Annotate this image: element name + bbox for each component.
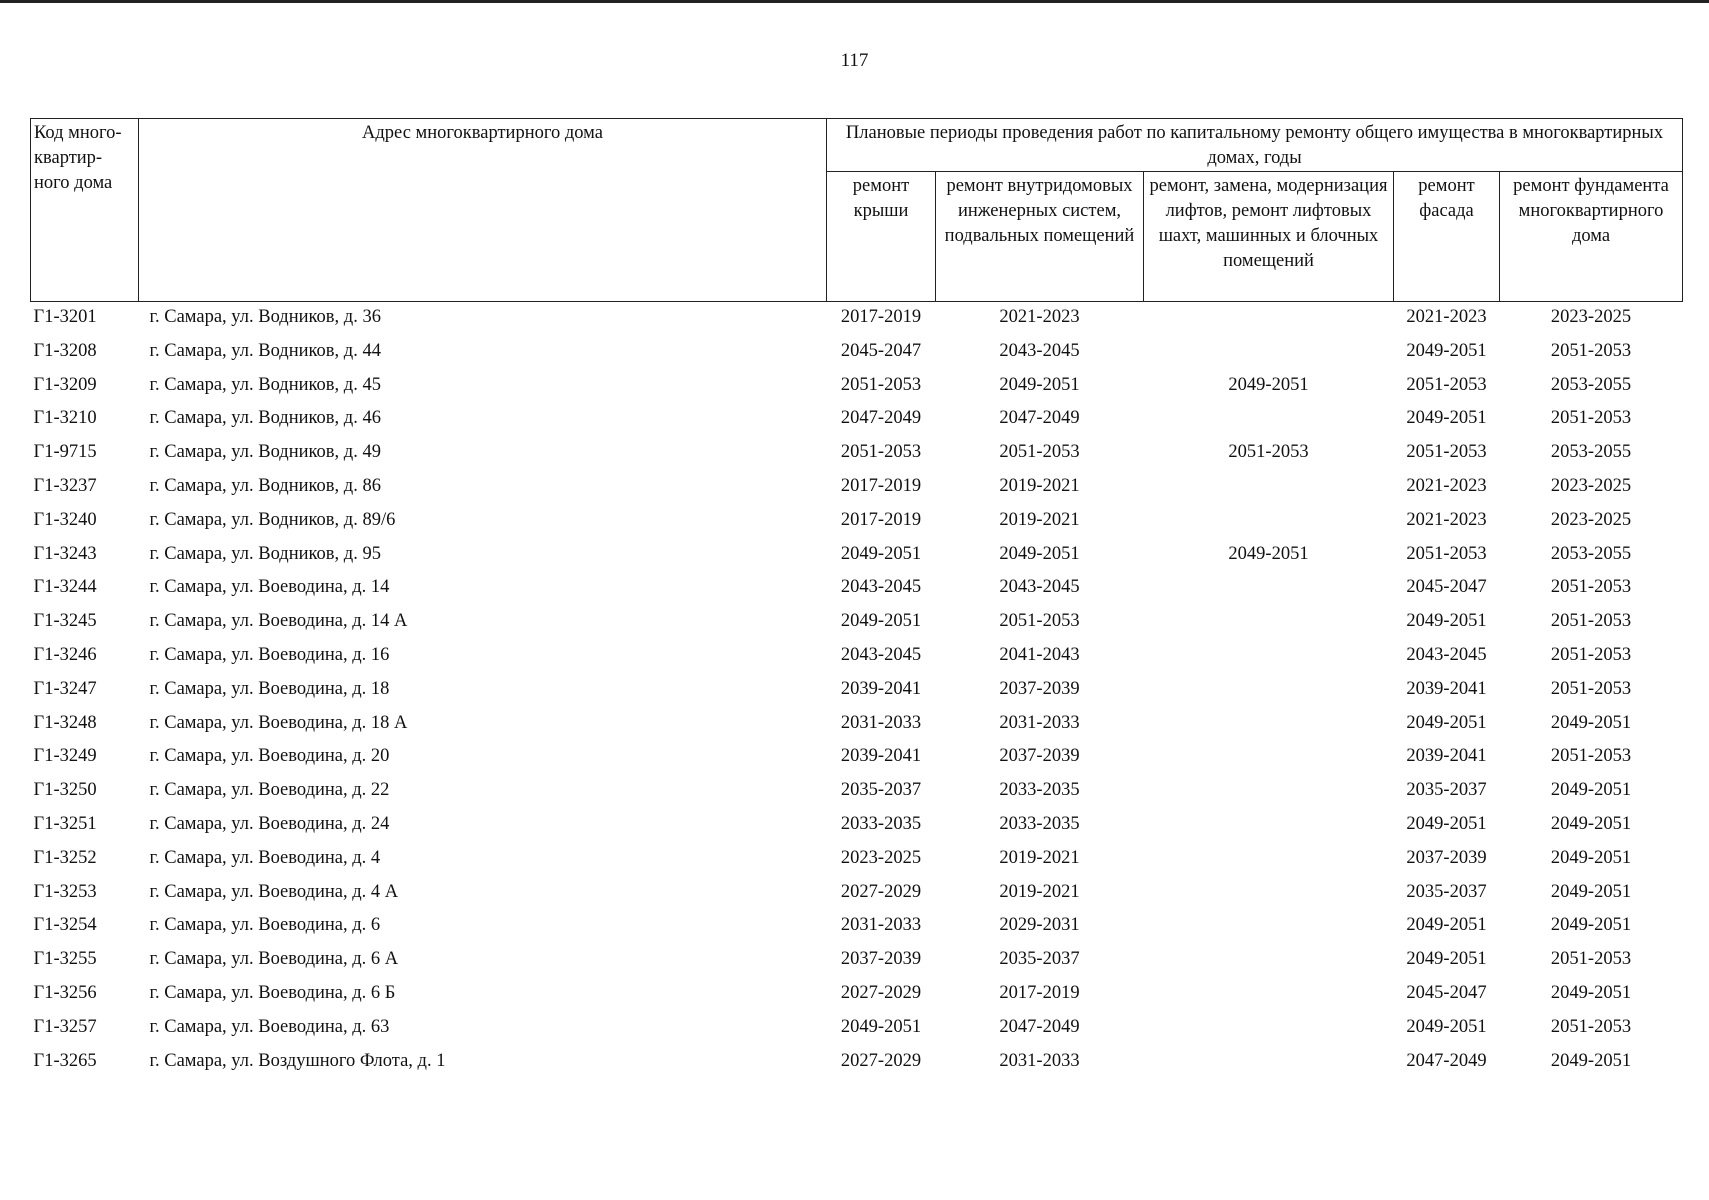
cell-address: г. Самара, ул. Воеводина, д. 22 [149, 780, 390, 801]
cell-engineering: 2047-2049 [999, 1016, 1080, 1037]
cell-lifts [1144, 610, 1394, 644]
cell-engineering: 2035-2037 [999, 949, 1080, 970]
cell-engineering: 2019-2021 [999, 881, 1080, 902]
cell-address: г. Самара, ул. Воздушного Флота, д. 1 [149, 1050, 446, 1071]
cell-address: г. Самара, ул. Воеводина, д. 4 [149, 847, 381, 868]
cell-foundation: 2051-2053 [1550, 678, 1632, 699]
cell-foundation: 2051-2053 [1550, 1016, 1632, 1037]
cell-lifts [1144, 779, 1394, 813]
cell-foundation: 2049-2051 [1550, 1050, 1632, 1071]
cell-facade: 2021-2023 [1406, 509, 1487, 530]
cell-address: г. Самара, ул. Водников, д. 49 [149, 442, 381, 463]
cell-roof: 2033-2035 [840, 813, 922, 834]
page-number: 117 [840, 50, 869, 71]
cell-engineering: 2033-2035 [999, 780, 1080, 801]
table-header [31, 119, 1683, 302]
capital-repair-table [30, 118, 1683, 1083]
cell-facade: 2049-2051 [1406, 813, 1487, 834]
cell-facade: 2051-2053 [1406, 543, 1487, 564]
cell-facade: 2049-2051 [1406, 949, 1487, 970]
table-row [31, 948, 1683, 982]
cell-lifts [1144, 509, 1394, 543]
cell-lifts [1144, 914, 1394, 948]
cell-address: г. Самара, ул. Воеводина, д. 24 [149, 813, 390, 834]
cell-lifts [1144, 475, 1394, 509]
cell-engineering: 2051-2053 [999, 442, 1080, 463]
cell-code: Г1-3250 [33, 780, 97, 801]
table-row [31, 374, 1683, 408]
cell-code: Г1-3208 [33, 340, 97, 361]
cell-address: г. Самара, ул. Воеводина, д. 4 А [149, 881, 399, 902]
cell-facade: 2049-2051 [1406, 611, 1487, 632]
table-row [31, 576, 1683, 610]
cell-lifts [1144, 576, 1394, 610]
cell-code: Г1-3257 [33, 1016, 97, 1037]
cell-roof: 2049-2051 [840, 611, 922, 632]
cell-lifts [1144, 1050, 1394, 1084]
cell-roof: 2043-2045 [840, 644, 922, 665]
cell-lifts [1144, 948, 1394, 982]
cell-lifts [1144, 847, 1394, 881]
cell-code: Г1-3265 [33, 1050, 97, 1071]
cell-roof: 2027-2029 [840, 881, 922, 902]
cell-engineering: 2043-2045 [999, 577, 1080, 598]
cell-address: г. Самара, ул. Воеводина, д. 6 Б [149, 982, 396, 1003]
cell-lifts [1144, 302, 1394, 340]
table-row [31, 610, 1683, 644]
header-periods-group: Плановые периоды проведения работ по капитальному ремонту общего имущества в многоквартирных домах, годы [827, 119, 1683, 172]
cell-facade: 2043-2045 [1406, 644, 1487, 665]
cell-code: Г1-3255 [33, 949, 97, 970]
cell-foundation: 2023-2025 [1550, 475, 1632, 496]
cell-engineering: 2031-2033 [999, 1050, 1080, 1071]
cell-roof: 2043-2045 [840, 577, 922, 598]
cell-lifts [1144, 982, 1394, 1016]
cell-facade: 2049-2051 [1406, 340, 1487, 361]
table-row [31, 847, 1683, 881]
cell-engineering: 2041-2043 [999, 644, 1080, 665]
cell-code: Г1-3256 [33, 982, 97, 1003]
cell-foundation: 2051-2053 [1550, 949, 1632, 970]
cell-engineering: 2033-2035 [999, 813, 1080, 834]
cell-foundation: 2049-2051 [1550, 712, 1632, 733]
table-row [31, 712, 1683, 746]
cell-code: Г1-3237 [33, 475, 97, 496]
cell-foundation: 2049-2051 [1550, 780, 1632, 801]
cell-roof: 2051-2053 [840, 442, 922, 463]
cell-foundation: 2049-2051 [1550, 847, 1632, 868]
table-row [31, 407, 1683, 441]
cell-facade: 2035-2037 [1406, 780, 1487, 801]
cell-engineering: 2029-2031 [999, 915, 1080, 936]
cell-address: г. Самара, ул. Водников, д. 95 [149, 543, 381, 564]
cell-roof: 2027-2029 [840, 1050, 922, 1071]
cell-code: Г1-3244 [33, 577, 97, 598]
cell-roof: 2035-2037 [840, 780, 922, 801]
cell-engineering: 2031-2033 [999, 712, 1080, 733]
cell-foundation: 2051-2053 [1550, 644, 1632, 665]
cell-foundation: 2051-2053 [1550, 408, 1632, 429]
cell-engineering: 2017-2019 [999, 982, 1080, 1003]
cell-address: г. Самара, ул. Воеводина, д. 14 А [149, 611, 408, 632]
cell-engineering: 2049-2051 [999, 374, 1080, 395]
cell-address: г. Самара, ул. Воеводина, д. 18 А [149, 712, 408, 733]
table-row [31, 813, 1683, 847]
cell-code: Г1-3254 [33, 915, 97, 936]
cell-roof: 2023-2025 [840, 847, 922, 868]
cell-engineering: 2019-2021 [999, 475, 1080, 496]
cell-facade: 2049-2051 [1406, 712, 1487, 733]
cell-engineering: 2049-2051 [999, 543, 1080, 564]
cell-facade: 2021-2023 [1406, 307, 1487, 327]
table-row [31, 475, 1683, 509]
cell-code: Г1-3201 [33, 307, 97, 327]
cell-facade: 2039-2041 [1406, 678, 1487, 699]
table-row [31, 1050, 1683, 1084]
cell-address: г. Самара, ул. Воеводина, д. 16 [149, 644, 390, 665]
cell-facade: 2051-2053 [1406, 374, 1487, 395]
cell-address: г. Самара, ул. Воеводина, д. 63 [149, 1016, 390, 1037]
table-row [31, 543, 1683, 577]
cell-address: г. Самара, ул. Водников, д. 45 [149, 374, 381, 395]
cell-code: Г1-3249 [33, 746, 97, 767]
cell-code: Г1-3251 [33, 813, 97, 834]
cell-lifts [1144, 1016, 1394, 1050]
header-address: Адрес многоквартирного дома [139, 119, 827, 302]
cell-facade: 2051-2053 [1406, 442, 1487, 463]
cell-code: Г1-3210 [33, 408, 97, 429]
cell-code: Г1-3240 [33, 509, 97, 530]
cell-lifts [1144, 813, 1394, 847]
cell-lifts [1144, 881, 1394, 915]
table-row [31, 745, 1683, 779]
top-rule [0, 0, 1709, 3]
cell-engineering: 2043-2045 [999, 340, 1080, 361]
cell-foundation: 2053-2055 [1550, 442, 1632, 463]
cell-lifts [1144, 678, 1394, 712]
cell-address: г. Самара, ул. Воеводина, д. 14 [149, 577, 390, 598]
cell-code: Г1-3253 [33, 881, 97, 902]
cell-code: Г1-3252 [33, 847, 97, 868]
cell-engineering: 2019-2021 [999, 847, 1080, 868]
table-row [31, 644, 1683, 678]
cell-facade: 2037-2039 [1406, 847, 1487, 868]
table-row [31, 982, 1683, 1016]
cell-foundation: 2049-2051 [1550, 982, 1632, 1003]
cell-roof: 2045-2047 [840, 340, 922, 361]
cell-roof: 2047-2049 [840, 408, 922, 429]
cell-engineering: 2037-2039 [999, 678, 1080, 699]
header-lifts: ремонт, замена, модернизация лифтов, ремонт лифтовых шахт, машинных и блочных помещений [1144, 172, 1394, 302]
cell-address: г. Самара, ул. Водников, д. 89/6 [149, 509, 396, 530]
cell-foundation: 2049-2051 [1550, 813, 1632, 834]
cell-lifts: 2051-2053 [1228, 442, 1309, 463]
table-row [31, 441, 1683, 475]
cell-foundation: 2053-2055 [1550, 543, 1632, 564]
cell-foundation: 2023-2025 [1550, 307, 1632, 327]
cell-facade: 2047-2049 [1406, 1050, 1487, 1071]
cell-facade: 2039-2041 [1406, 746, 1487, 767]
cell-roof: 2027-2029 [840, 982, 922, 1003]
cell-code: Г1-3245 [33, 611, 97, 632]
table-row [31, 509, 1683, 543]
cell-address: г. Самара, ул. Воеводина, д. 20 [149, 746, 390, 767]
cell-address: г. Самара, ул. Водников, д. 36 [149, 307, 381, 327]
table-row [31, 914, 1683, 948]
cell-engineering: 2021-2023 [999, 307, 1080, 327]
cell-facade: 2045-2047 [1406, 982, 1487, 1003]
cell-facade: 2021-2023 [1406, 475, 1487, 496]
cell-facade: 2049-2051 [1406, 915, 1487, 936]
table-row [31, 779, 1683, 813]
cell-foundation: 2051-2053 [1550, 340, 1632, 361]
cell-engineering: 2051-2053 [999, 611, 1080, 632]
header-facade: ремонт фасада [1394, 172, 1500, 302]
cell-roof: 2031-2033 [840, 712, 922, 733]
cell-roof: 2039-2041 [840, 678, 922, 699]
cell-lifts [1144, 644, 1394, 678]
table-row [31, 302, 1683, 340]
cell-facade: 2049-2051 [1406, 1016, 1487, 1037]
table-row [31, 1016, 1683, 1050]
cell-roof: 2017-2019 [840, 475, 922, 496]
cell-code: Г1-3247 [33, 678, 97, 699]
header-code: Код много-квартир-ного дома [31, 119, 139, 302]
cell-address: г. Самара, ул. Водников, д. 44 [149, 340, 381, 361]
cell-roof: 2049-2051 [840, 1016, 922, 1037]
cell-engineering: 2047-2049 [999, 408, 1080, 429]
cell-code: Г1-3243 [33, 543, 97, 564]
cell-address: г. Самара, ул. Воеводина, д. 18 [149, 678, 390, 699]
cell-roof: 2017-2019 [840, 509, 922, 530]
table-row [31, 881, 1683, 915]
cell-address: г. Самара, ул. Воеводина, д. 6 А [149, 949, 399, 970]
cell-foundation: 2023-2025 [1550, 509, 1632, 530]
cell-roof: 2017-2019 [840, 307, 922, 327]
cell-lifts [1144, 745, 1394, 779]
table-row [31, 678, 1683, 712]
cell-foundation: 2051-2053 [1550, 611, 1632, 632]
cell-address: г. Самара, ул. Воеводина, д. 6 [149, 915, 381, 936]
header-engineering: ремонт внутридомовых инженерных систем, подвальных помещений [936, 172, 1144, 302]
cell-code: Г1-9715 [33, 442, 97, 463]
cell-roof: 2051-2053 [840, 374, 922, 395]
cell-lifts: 2049-2051 [1228, 543, 1309, 564]
cell-foundation: 2051-2053 [1550, 577, 1632, 598]
cell-foundation: 2049-2051 [1550, 881, 1632, 902]
table-body [31, 302, 1683, 1084]
cell-roof: 2037-2039 [840, 949, 922, 970]
cell-engineering: 2019-2021 [999, 509, 1080, 530]
cell-address: г. Самара, ул. Водников, д. 86 [149, 475, 381, 496]
cell-lifts [1144, 340, 1394, 374]
cell-foundation: 2051-2053 [1550, 746, 1632, 767]
cell-roof: 2031-2033 [840, 915, 922, 936]
cell-engineering: 2037-2039 [999, 746, 1080, 767]
cell-foundation: 2049-2051 [1550, 915, 1632, 936]
header-foundation: ремонт фундамента многоквартирного дома [1500, 172, 1683, 302]
cell-facade: 2049-2051 [1406, 408, 1487, 429]
cell-lifts [1144, 407, 1394, 441]
cell-roof: 2039-2041 [840, 746, 922, 767]
cell-facade: 2035-2037 [1406, 881, 1487, 902]
cell-roof: 2049-2051 [840, 543, 922, 564]
cell-code: Г1-3246 [33, 644, 97, 665]
cell-code: Г1-3248 [33, 712, 97, 733]
cell-code: Г1-3209 [33, 374, 97, 395]
cell-facade: 2045-2047 [1406, 577, 1487, 598]
cell-lifts: 2049-2051 [1228, 374, 1309, 395]
table-row [31, 340, 1683, 374]
header-roof: ремонт крыши [827, 172, 936, 302]
cell-address: г. Самара, ул. Водников, д. 46 [149, 408, 381, 429]
cell-lifts [1144, 712, 1394, 746]
cell-foundation: 2053-2055 [1550, 374, 1632, 395]
